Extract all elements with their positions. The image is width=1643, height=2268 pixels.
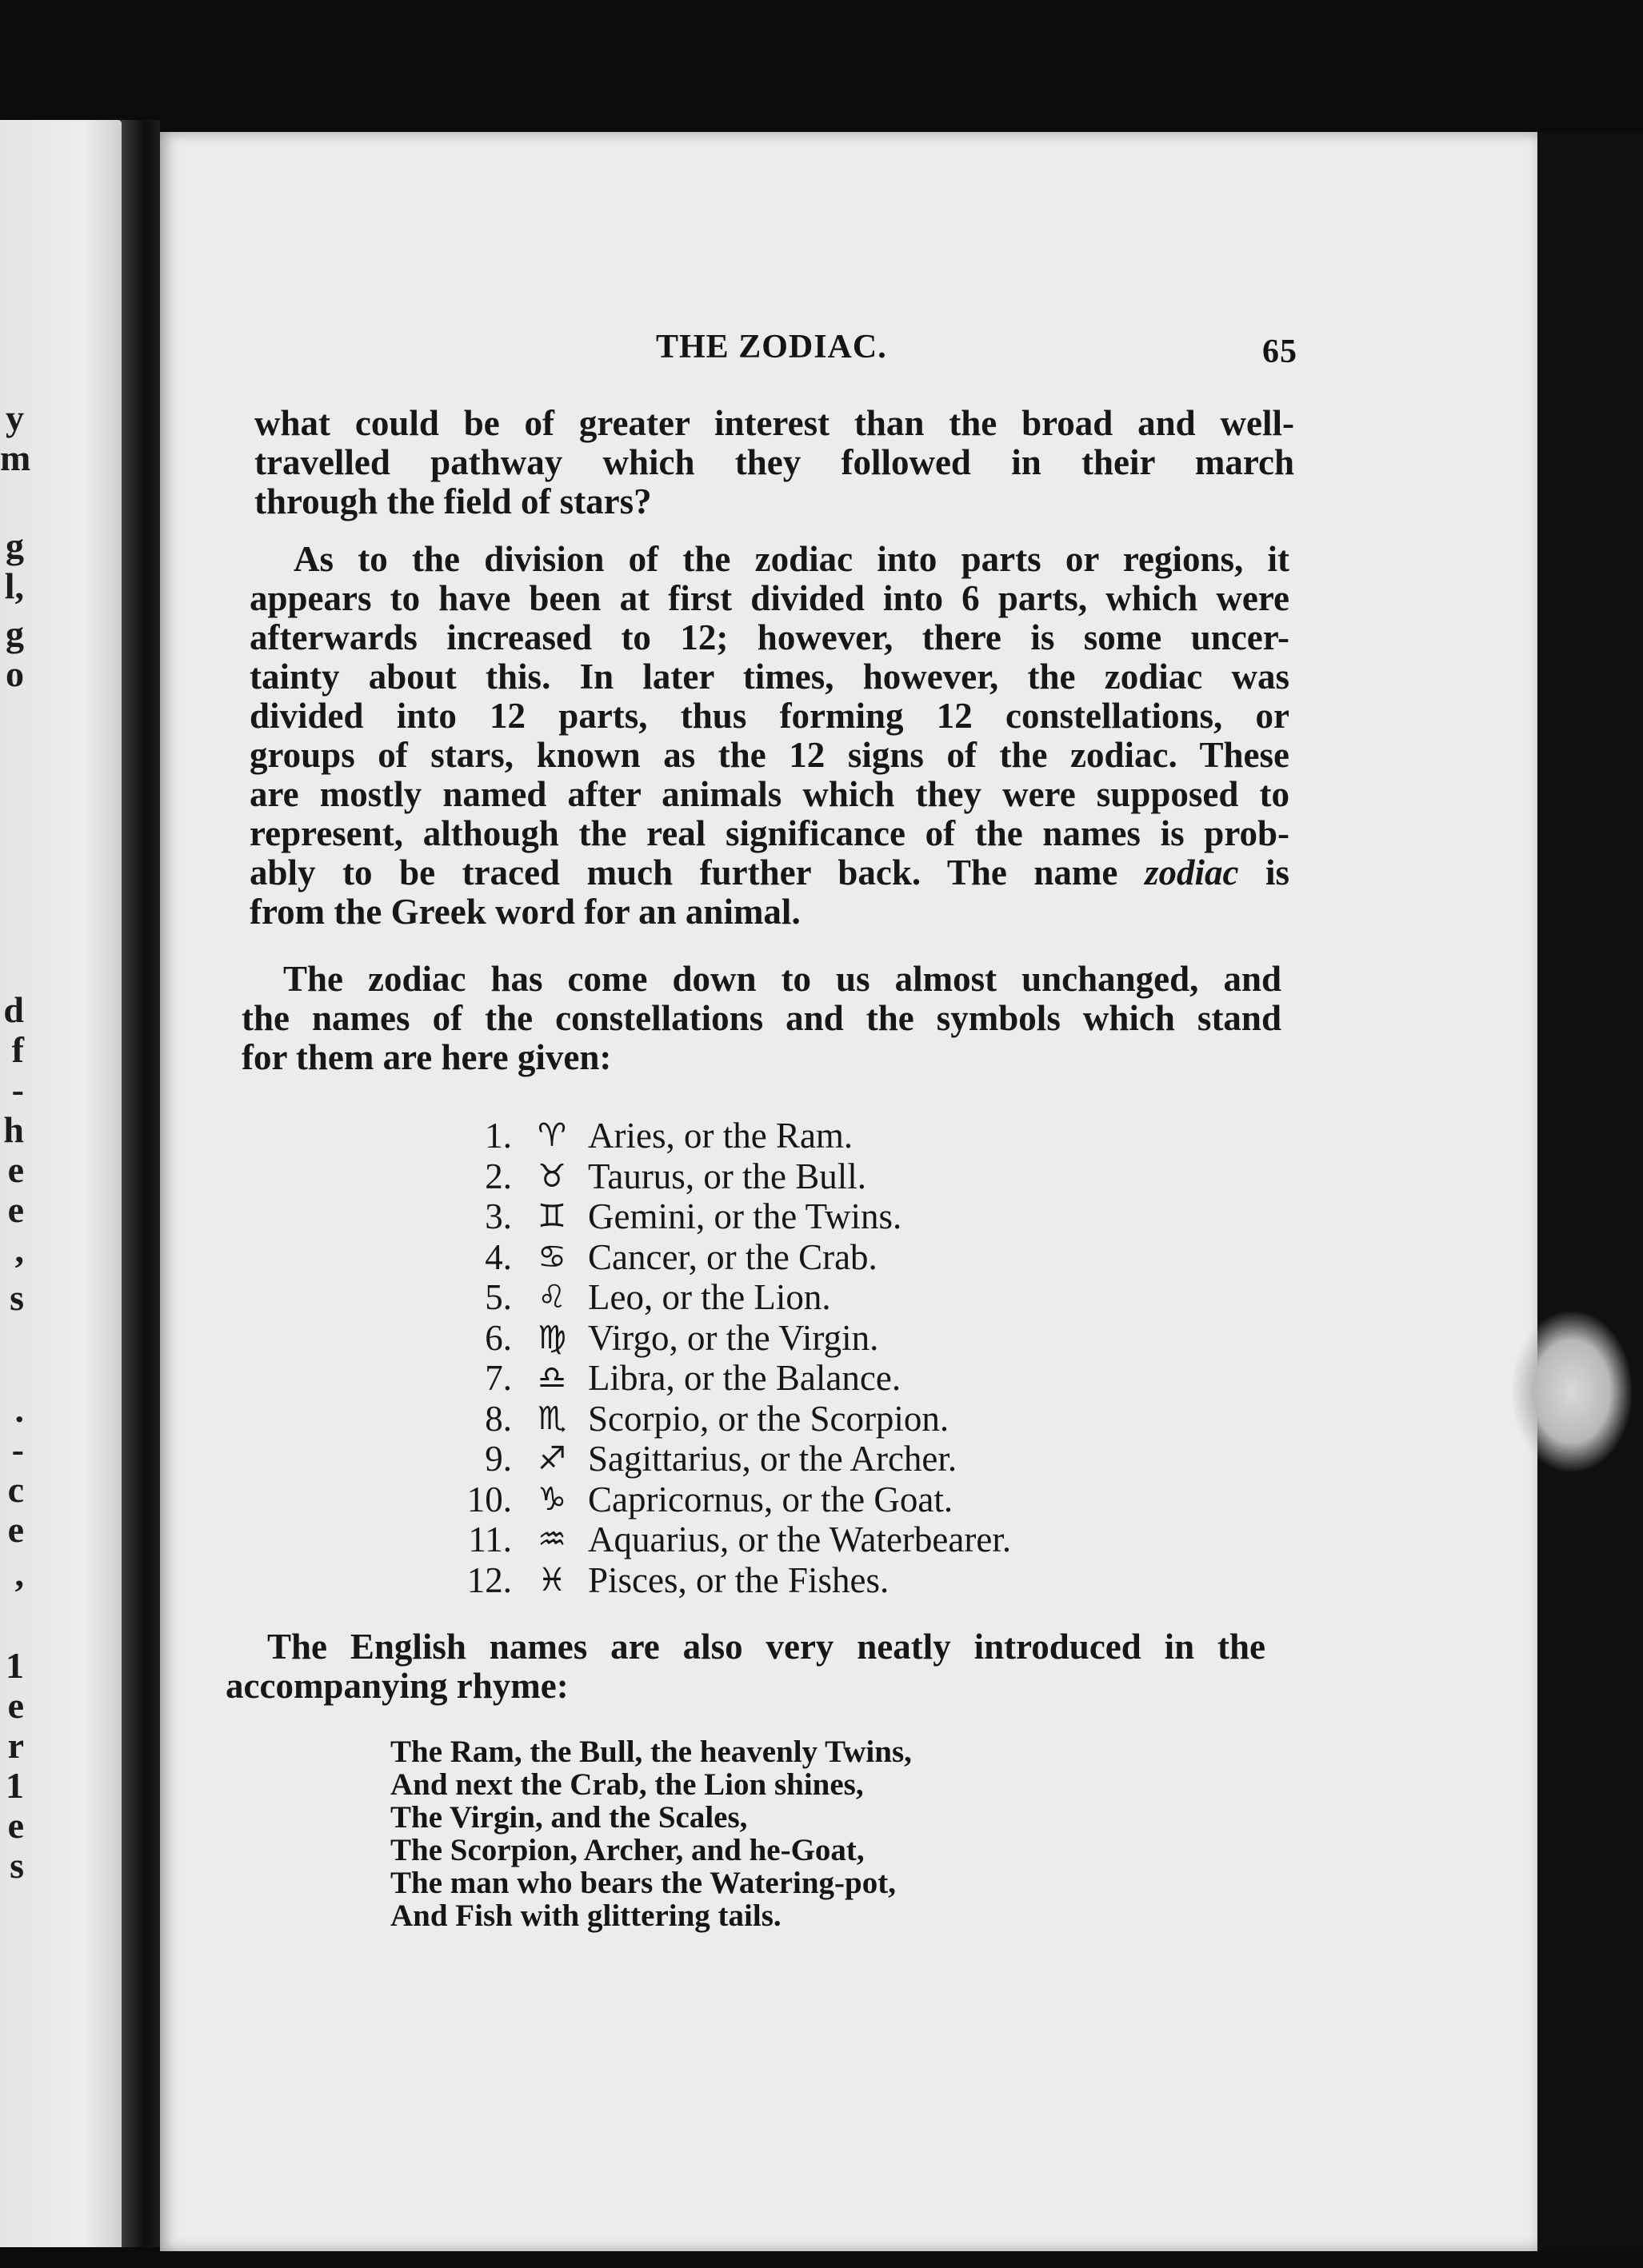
text-line: As to the division of the zodiac into parts or regions, it — [294, 539, 1289, 579]
text-line: through the field of stars? — [254, 481, 652, 521]
zodiac-symbol-icon: ♐ — [538, 1440, 566, 1477]
rhyme-line: The Scorpion, Archer, and he-Goat, — [390, 1833, 865, 1867]
facing-page-fragment: - — [11, 1429, 24, 1470]
scan-border — [1537, 132, 1643, 2251]
facing-page-fragment: f — [11, 1029, 24, 1070]
zodiac-symbol-icon: ♋ — [538, 1238, 566, 1276]
sign-name: Cancer, or the Crab. — [588, 1236, 877, 1277]
text-line: what could be of greater interest than the broad and well- — [254, 403, 1294, 443]
rhyme-line: The man who bears the Watering-pot, — [390, 1866, 896, 1900]
facing-page-fragment: 1 — [6, 1765, 24, 1806]
sign-name: Sagittarius, or the Archer. — [588, 1439, 957, 1479]
rhyme-line: The Virgin, and the Scales, — [390, 1800, 748, 1835]
facing-page-fragment: e — [7, 1805, 24, 1846]
facing-page-fragment: o — [6, 653, 24, 694]
zodiac-symbol-icon: ♒ — [538, 1521, 566, 1558]
sign-number: 4. — [485, 1236, 512, 1277]
rhyme-line: The Ram, the Bull, the heavenly Twins, — [390, 1735, 912, 1769]
sign-number: 9. — [485, 1439, 512, 1479]
sign-number: 11. — [468, 1519, 512, 1559]
facing-page-fragment: e — [7, 1149, 24, 1190]
sign-name: Gemini, or the Twins. — [588, 1196, 902, 1236]
sign-item — [448, 1196, 1168, 1237]
paragraph-2 — [250, 540, 1289, 932]
zodiac-symbol-icon: ♍ — [538, 1319, 566, 1356]
sign-item — [448, 1479, 1168, 1520]
sign-item — [448, 1519, 1168, 1560]
sign-item — [448, 1277, 1168, 1318]
sign-number: 7. — [485, 1358, 512, 1398]
sign-number: 12. — [466, 1559, 512, 1600]
text-line: groups of stars, known as the 12 signs of the zodiac. These — [250, 735, 1289, 775]
zodiac-symbol-icon: ♊ — [538, 1198, 566, 1235]
sign-number: 5. — [485, 1277, 512, 1317]
sign-number: 1. — [485, 1116, 512, 1156]
text-line: appears to have been at first divided into 6 parts, which were — [250, 578, 1289, 618]
facing-page-fragment: l, — [4, 565, 24, 606]
paragraph-1 — [254, 404, 1294, 521]
sign-name: Capricornus, or the Goat. — [588, 1479, 953, 1519]
sign-item — [448, 1116, 1168, 1156]
facing-page-fragment: c — [7, 1469, 24, 1510]
text-line: for them are here given: — [242, 1037, 612, 1077]
facing-page-fragment: - — [11, 1069, 24, 1110]
zodiac-symbol-icon: ♌ — [538, 1279, 566, 1316]
facing-page-fragment: e — [7, 1189, 24, 1230]
text-line: divided into 12 parts, thus forming 12 constellations, or — [250, 696, 1289, 736]
text-line: afterwards increased to 12; however, there is some uncer- — [250, 617, 1289, 657]
paper-tear — [1512, 1312, 1632, 1471]
sign-name: Aries, or the Ram. — [588, 1116, 853, 1156]
facing-page — [0, 120, 122, 2247]
sign-item — [448, 1237, 1168, 1278]
zodiac-symbol-icon: ♉ — [538, 1157, 566, 1195]
emphasis-zodiac: zodiac — [1144, 852, 1239, 892]
zodiac-signs-list — [448, 1116, 1168, 1600]
facing-page-fragment: e — [7, 1509, 24, 1550]
facing-page-fragment: e — [7, 1685, 24, 1726]
facing-page-fragment: , — [14, 1553, 24, 1594]
facing-page-fragment: g — [6, 525, 24, 566]
facing-page-fragment: . — [14, 1389, 24, 1430]
sign-item — [448, 1439, 1168, 1479]
text-line: travelled pathway which they followed in their march — [254, 442, 1294, 482]
zodiac-symbol-icon: ♓ — [538, 1561, 566, 1599]
facing-page-fragment: y — [6, 397, 24, 438]
sign-item — [448, 1560, 1168, 1601]
sign-name: Pisces, or the Fishes. — [588, 1559, 889, 1600]
facing-page-fragment: , — [14, 1229, 24, 1270]
facing-page-fragment: d — [3, 989, 24, 1030]
rhyme — [390, 1735, 912, 1932]
facing-page-fragment: r — [7, 1725, 24, 1766]
zodiac-symbol-icon: ♈ — [538, 1117, 566, 1154]
paragraph-4 — [226, 1627, 1265, 1706]
facing-page-fragment: m — [0, 437, 31, 478]
page-number: 65 — [1262, 333, 1297, 370]
text-line: accompanying rhyme: — [226, 1666, 569, 1706]
sign-name: Aquarius, or the Waterbearer. — [588, 1519, 1012, 1559]
facing-page-fragment: h — [3, 1109, 24, 1150]
sign-item — [448, 1318, 1168, 1359]
text-line: are mostly named after animals which they were supposed to — [250, 774, 1289, 814]
text-line: The English names are also very neatly introduced in the — [267, 1627, 1265, 1667]
text-line: represent, although the real significance of the names is prob- — [250, 813, 1289, 853]
facing-page-fragment: g — [6, 613, 24, 654]
sign-name: Virgo, or the Virgin. — [588, 1317, 879, 1358]
zodiac-symbol-icon: ♑ — [538, 1480, 566, 1518]
sign-name: Taurus, or the Bull. — [588, 1156, 867, 1196]
sign-number: 8. — [485, 1398, 512, 1439]
zodiac-symbol-icon: ♎ — [538, 1360, 566, 1396]
sign-item — [448, 1399, 1168, 1439]
zodiac-symbol-icon: ♏ — [538, 1400, 566, 1437]
text-line: tainty about this. In later times, however, the zodiac was — [250, 657, 1289, 697]
sign-number: 2. — [485, 1156, 512, 1196]
sign-item — [448, 1358, 1168, 1399]
text-line: the names of the constellations and the symbols which stand — [242, 998, 1281, 1038]
facing-page-fragment: s — [10, 1845, 24, 1886]
sign-item — [448, 1156, 1168, 1197]
sign-name: Libra, or the Balance. — [588, 1358, 901, 1398]
sign-number: 3. — [485, 1196, 512, 1236]
rhyme-line: And next the Crab, the Lion shines, — [390, 1767, 864, 1802]
paragraph-3 — [242, 960, 1281, 1077]
book-gutter — [122, 120, 160, 2247]
sign-name: Leo, or the Lion. — [588, 1277, 831, 1317]
text-line: from the Greek word for an animal. — [250, 892, 801, 932]
text-line: The zodiac has come down to us almost unchanged, and — [283, 959, 1281, 999]
facing-page-fragment: 1 — [6, 1645, 24, 1686]
text-line: ably to be traced much further back. The name zodiac is — [250, 852, 1289, 892]
page-title: THE ZODIAC. — [656, 329, 887, 365]
sign-number: 6. — [485, 1317, 512, 1358]
sign-number: 10. — [466, 1479, 512, 1519]
rhyme-line: And Fish with glittering tails. — [390, 1899, 782, 1933]
sign-name: Scorpio, or the Scorpion. — [588, 1398, 949, 1439]
facing-page-fragment: s — [10, 1277, 24, 1318]
